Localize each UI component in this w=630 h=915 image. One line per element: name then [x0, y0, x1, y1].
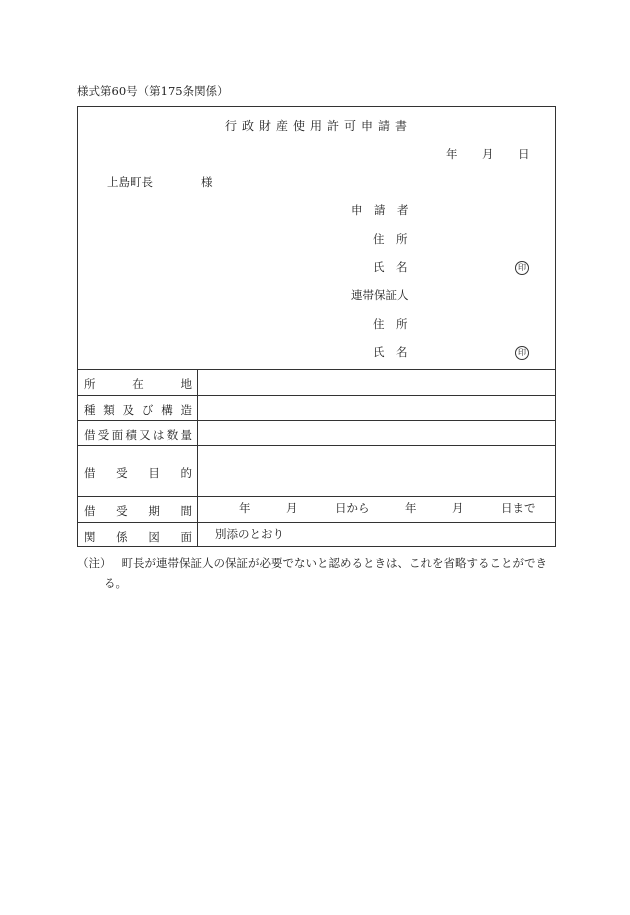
row-purpose-label: 借 受 目 的 [84, 466, 192, 480]
addressee: 上島町長 [107, 175, 153, 189]
drawings-value: 別添のとおり [215, 527, 284, 541]
row-drawings-label: 関 係 図 面 [84, 530, 192, 544]
applicant-seal-icon: 印 [515, 261, 529, 275]
date-month: 月 [482, 147, 494, 161]
period-start-day: 日から [335, 501, 370, 515]
guarantor-address-label: 住 所 [373, 317, 408, 331]
guarantor-name-label: 氏 名 [373, 345, 408, 359]
applicant-name-label: 氏 名 [373, 260, 408, 274]
form-number: 様式第60号（第175条関係） [77, 84, 229, 98]
note-prefix: （注） [77, 556, 112, 570]
honorific: 様 [201, 175, 213, 189]
note [77, 558, 547, 570]
note-continuation: る。 [104, 576, 127, 590]
row-area-quantity-label: 借 受 面 積 又 は 数 量 [84, 428, 192, 442]
period-start-month: 月 [286, 501, 298, 515]
application-form [77, 106, 556, 547]
period-end-day: 日まで [501, 501, 536, 515]
row-period-label: 借 受 期 間 [84, 504, 192, 518]
row-type-structure-label: 種 類 及 び 構 造 [84, 403, 192, 417]
form-title: 行政財産使用許可申請書 [225, 119, 413, 133]
guarantor-label: 連帯保証人 [351, 288, 409, 302]
guarantor-seal-icon: 印 [515, 346, 529, 360]
period-end-month: 月 [452, 501, 464, 515]
note-text: 町長が連帯保証人の保証が必要でないと認めるときは、これを省略することができ [121, 556, 547, 570]
period-start-year: 年 [239, 501, 251, 515]
applicant-address-label: 住 所 [373, 232, 408, 246]
date-year: 年 [446, 147, 458, 161]
period-end-year: 年 [405, 501, 417, 515]
date-day: 日 [518, 147, 530, 161]
row-location-label: 所 在 地 [84, 377, 192, 391]
applicant-label: 申 請 者 [351, 203, 409, 217]
